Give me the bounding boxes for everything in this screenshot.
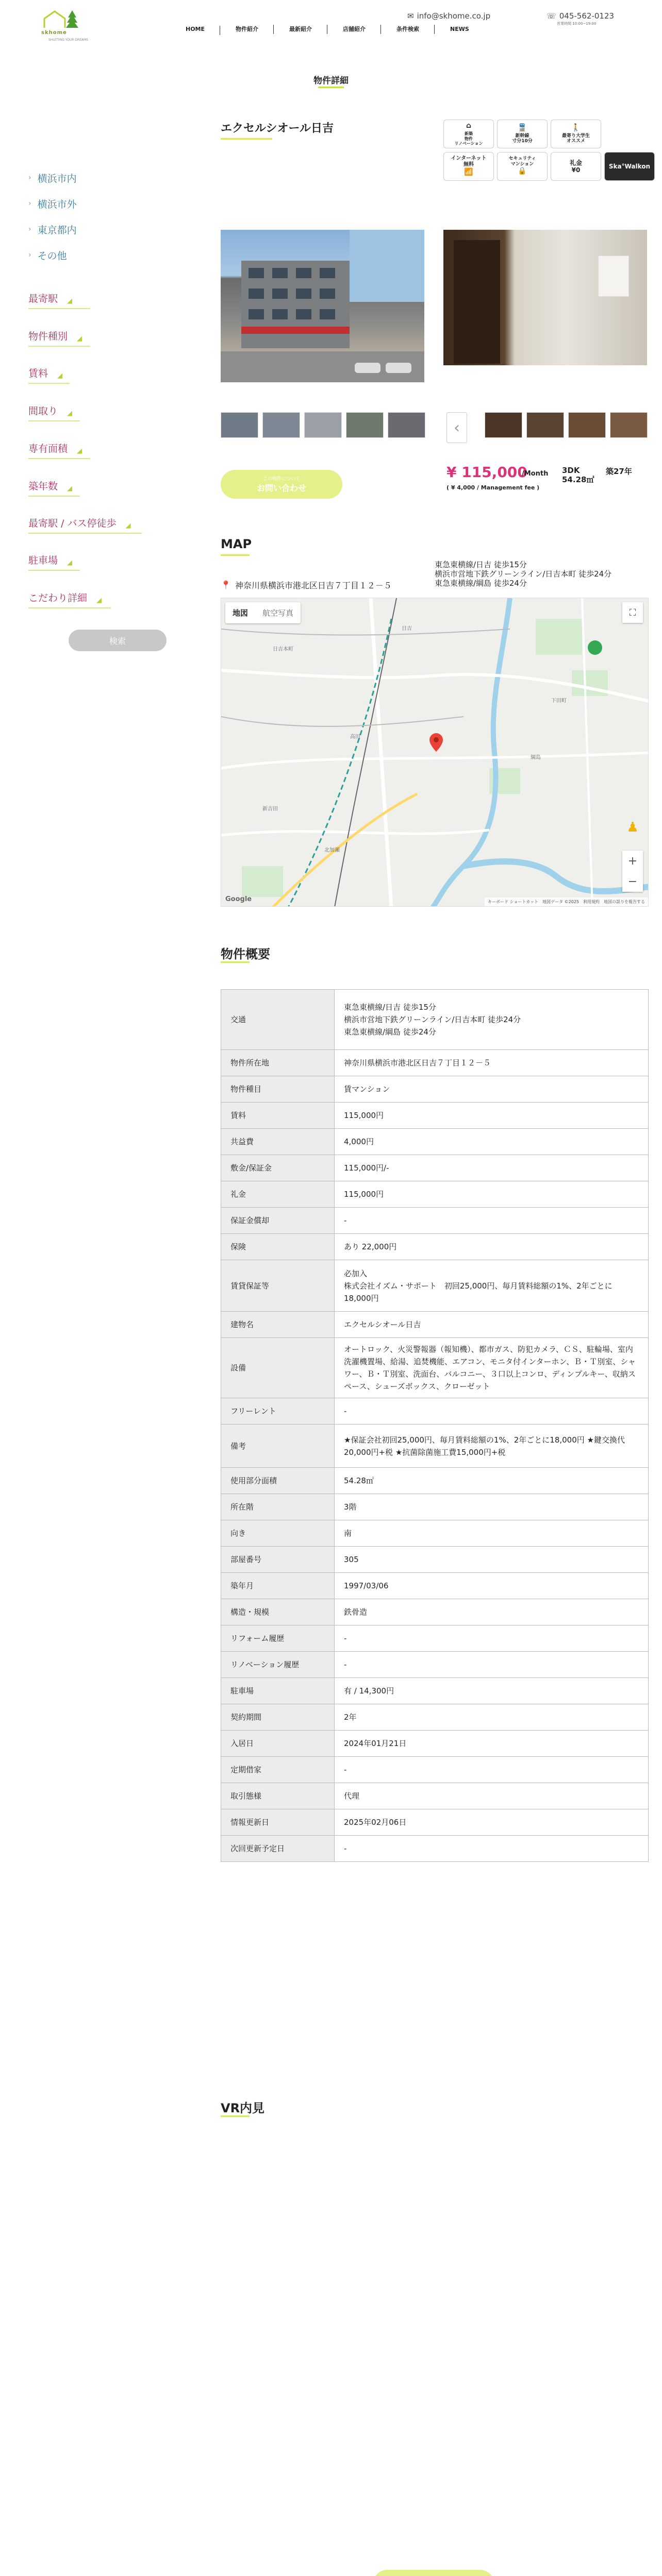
spec-value: オートロック、火災警報器（報知機）、都市ガス、防犯カメラ、ＣＳ、駐輪場、室内洗濯機置場、給湯、追焚機能、エアコン、モニタ付インターホン、Ｂ・Ｔ別室、シャワー、Ｂ・Ｔ別室、洗面台、バルコニー、３口以上コンロ、ディンプルキー、収納スペース、シューズボックス、クローゼット (335, 1338, 649, 1398)
spec-value: ★保証会社初回25,000円、毎月賃料総額の1%、2年ごとに18,000円 ★鍵交換代20,000円+税 ★抗菌除菌施工費15,000円+税 (335, 1425, 649, 1468)
address-text: 神奈川県横浜市港北区日吉７丁目１２－５ (235, 581, 392, 590)
photo-window (272, 309, 288, 319)
map-label: 下田町 (551, 698, 567, 704)
nav-news[interactable]: NEWS (450, 25, 469, 32)
photo-wall-panel (598, 256, 629, 297)
spec-row (221, 1181, 649, 1208)
spec-value: - (335, 1836, 649, 1862)
feature-label: セキュリティ マンション (508, 156, 536, 167)
spec-key: 礼金 (221, 1181, 335, 1208)
spec-key: 次回更新予定日 (221, 1836, 335, 1862)
business-hours: 営業時間 10:00~19:00 (557, 22, 597, 26)
chevron-down-icon: ◢ (125, 522, 131, 530)
spec-row (221, 1520, 649, 1547)
property-spec-table (221, 989, 649, 1862)
thumbnail[interactable] (221, 412, 258, 438)
vr-section-title: VR内見 (221, 2101, 265, 2115)
area-label: 横浜市内 (37, 173, 77, 184)
spec-row (221, 1050, 649, 1076)
spec-value: 賃マンション (335, 1076, 649, 1103)
filter-underline (28, 533, 142, 534)
spec-key: リノベーション履歴 (221, 1652, 335, 1678)
email-text: info@skhome.co.jp (417, 11, 491, 21)
spec-key: リフォーム履歴 (221, 1625, 335, 1652)
map-label: 綱島 (531, 755, 541, 760)
map-section-title: MAP (221, 537, 252, 551)
feature-label: Ska°Walkon (608, 162, 651, 170)
spec-key: フリーレント (221, 1398, 335, 1425)
overview-section-title: 物件概要 (221, 947, 270, 961)
spec-value: 305 (335, 1547, 649, 1573)
filter-area[interactable] (28, 441, 82, 455)
chevron-down-icon: ◢ (67, 485, 73, 493)
feature-label: 新築 物件 リノベーション (454, 131, 483, 146)
filter-underline (28, 496, 80, 497)
map-section-underline (221, 554, 250, 556)
main-property-photo[interactable] (221, 230, 424, 382)
photo-window (320, 289, 335, 299)
map-attribution[interactable]: キーボード ショートカット 地図データ ©2025 利用規約 地図の誤りを報告する (485, 897, 648, 906)
feature-label: 最寄り大学生 オススメ (561, 133, 590, 144)
phone-icon: ☏ (547, 11, 556, 21)
spec-row (221, 1547, 649, 1573)
spec-row (221, 1678, 649, 1704)
spec-key: 賃料 (221, 1103, 335, 1129)
spec-value: 115,000円 (335, 1103, 649, 1129)
spec-row (221, 1103, 649, 1129)
spec-row (221, 1731, 649, 1757)
filter-label: 築年数 (28, 481, 58, 492)
header-email[interactable] (407, 11, 490, 21)
chevron-down-icon: ◢ (57, 372, 63, 380)
contact-button-label: お問い合わせ (256, 483, 306, 493)
fullscreen-icon[interactable]: ⛶ (622, 602, 643, 623)
filter-label: 物件種別 (28, 331, 68, 342)
spec-key: 契約期間 (221, 1704, 335, 1731)
management-fee: ( ¥ 4,000 / Management fee ) (446, 484, 540, 491)
page-title-underline (318, 87, 344, 88)
thumbnail-strip-left (221, 412, 425, 438)
filter-type[interactable] (28, 329, 82, 343)
spec-key: 備考 (221, 1425, 335, 1468)
filter-rent[interactable] (28, 366, 62, 380)
chevron-down-icon: ◢ (96, 597, 102, 604)
site-header (0, 0, 662, 46)
filter-details[interactable] (28, 590, 102, 604)
property-name-underline (221, 138, 272, 140)
thumbnail[interactable] (526, 412, 564, 438)
thumbnail[interactable] (304, 412, 342, 438)
spec-value: 2025年02月06日 (335, 1809, 649, 1836)
property-address (221, 579, 392, 591)
spec-row (221, 1809, 649, 1836)
area-label: 東京都内 (37, 224, 77, 236)
photo-storefront (241, 327, 350, 334)
header-phone[interactable] (547, 11, 614, 21)
chevron-right-icon: › (28, 251, 31, 259)
map-label: 日吉 (402, 626, 412, 632)
area-link-yokohama-out[interactable] (28, 191, 178, 216)
spec-key: 物件所在地 (221, 1050, 335, 1076)
spec-key: 情報更新日 (221, 1809, 335, 1836)
lock-icon: 🔒 (518, 167, 527, 176)
feature-badge-security (497, 152, 548, 181)
chevron-right-icon: › (28, 174, 31, 182)
google-map[interactable] (221, 598, 649, 907)
spec-row (221, 1312, 649, 1338)
spec-row (221, 1468, 649, 1494)
property-name: エクセルシオール日吉 (221, 122, 334, 135)
spec-table-body (221, 990, 649, 1862)
spec-value: 南 (335, 1520, 649, 1547)
thumbnail[interactable] (262, 412, 300, 438)
feature-badge-student (551, 120, 601, 148)
spec-row (221, 1208, 649, 1234)
spec-row (221, 1155, 649, 1181)
sidebar (28, 165, 178, 268)
floor-area: 54.28㎡ (562, 475, 594, 484)
spec-value: - (335, 1652, 649, 1678)
feature-badges-row-2 (443, 152, 655, 181)
spec-value: 有 / 14,300円 (335, 1678, 649, 1704)
spec-key: 入居日 (221, 1731, 335, 1757)
nav-latest[interactable]: 最新紹介 (274, 25, 327, 33)
spec-row (221, 1338, 649, 1398)
access-line: 横浜市営地下鉄グリーンライン/日吉本町 徒歩24分 (435, 569, 612, 579)
spec-value: 代理 (335, 1783, 649, 1809)
chevron-left-icon: ‹ (454, 418, 460, 437)
photo-car (355, 363, 380, 373)
thumbnail-strip-right (485, 412, 648, 438)
spec-row (221, 1652, 649, 1678)
spec-key: 取引態様 (221, 1783, 335, 1809)
photo-window (249, 289, 264, 299)
train-icon: 🚆 (518, 123, 527, 132)
chevron-right-icon: › (28, 225, 31, 233)
area-link-yokohama-in[interactable] (28, 165, 178, 191)
spec-row (221, 1757, 649, 1783)
photo-window (320, 268, 335, 278)
spec-key: 建物名 (221, 1312, 335, 1338)
spec-key: 向き (221, 1520, 335, 1547)
spec-value: 神奈川県横浜市港北区日吉７丁目１２－５ (335, 1050, 649, 1076)
photo-car (386, 363, 411, 373)
thumbnail[interactable] (485, 412, 522, 438)
map-marker-icon[interactable] (429, 733, 443, 752)
spec-key: 設備 (221, 1338, 335, 1398)
filter-underline (28, 308, 90, 309)
layout-area (562, 466, 594, 484)
vr-section-underline (221, 2115, 250, 2117)
layout-type: 3DK (562, 466, 580, 475)
filter-age[interactable] (28, 479, 72, 493)
spec-value: エクセルシオール日吉 (335, 1312, 649, 1338)
spec-key: 構造・規模 (221, 1599, 335, 1625)
photo-window (272, 268, 288, 278)
spec-row (221, 1783, 649, 1809)
spec-key: 賃貸保証等 (221, 1260, 335, 1312)
main-nav (170, 25, 485, 33)
building-age: 築27年 (606, 467, 632, 476)
photo-window (320, 309, 335, 319)
area-link-other[interactable] (28, 242, 178, 268)
feature-badge-train (497, 120, 548, 148)
photo-window (296, 289, 311, 299)
spec-value: 115,000円 (335, 1181, 649, 1208)
filter-label: 専有面積 (28, 443, 68, 454)
spec-value: 2024年01月21日 (335, 1731, 649, 1757)
chevron-down-icon: ◢ (67, 410, 73, 417)
nav-search[interactable]: 条件検索 (381, 25, 435, 33)
photo-window (296, 268, 311, 278)
nav-properties[interactable]: 物件紹介 (220, 25, 274, 33)
spec-key: 交通 (221, 990, 335, 1050)
filter-parking[interactable] (28, 553, 72, 567)
overview-section-underline (221, 961, 250, 963)
map-tab-satellite[interactable]: 航空写真 (262, 608, 294, 618)
spec-key: 敷金/保証金 (221, 1155, 335, 1181)
filter-label: 最寄駅 (28, 293, 58, 304)
filter-label: 賃料 (28, 368, 48, 379)
floating-contact-button[interactable] (373, 2570, 494, 2576)
walk-icon: 🚶 (571, 123, 581, 132)
thumbnail[interactable] (388, 412, 425, 438)
spec-value: 54.28㎡ (335, 1468, 649, 1494)
filter-underline (28, 420, 80, 421)
map-zoom-control (622, 851, 643, 892)
spec-value: 東急東横線/日吉 徒歩15分 横浜市営地下鉄グリーンライン/日吉本町 徒歩24分 東急東横線/綱島 徒歩24分 (335, 990, 649, 1050)
filter-underline (28, 383, 70, 384)
logo-text: skhome (41, 30, 67, 36)
spec-value: 鉄骨造 (335, 1599, 649, 1625)
spec-row (221, 1076, 649, 1103)
chevron-right-icon: › (28, 199, 31, 208)
site-logo[interactable] (41, 7, 93, 43)
map-type-tabs (225, 602, 301, 623)
phone-text: 045-562-0123 (559, 11, 615, 21)
filter-underline (28, 458, 90, 459)
zoom-in-icon[interactable]: + (627, 854, 638, 868)
spec-row (221, 1836, 649, 1862)
spec-row (221, 1425, 649, 1468)
spec-value: 3階 (335, 1494, 649, 1520)
filter-underline (28, 346, 90, 347)
photo-window (272, 289, 288, 299)
spec-row (221, 1260, 649, 1312)
spec-value: 4,000円 (335, 1129, 649, 1155)
contact-button-sub: この物件について (263, 477, 300, 482)
wifi-icon: 📶 (464, 167, 473, 176)
spec-row (221, 1234, 649, 1260)
spec-key: 保険 (221, 1234, 335, 1260)
gallery-prev-arrow[interactable] (446, 412, 467, 443)
spec-value: - (335, 1208, 649, 1234)
feature-label: 礼金 ¥0 (569, 159, 582, 174)
chevron-down-icon: ◢ (77, 447, 82, 455)
filter-station[interactable] (28, 291, 72, 305)
feature-badge-new (443, 120, 494, 148)
filter-underline (28, 570, 80, 571)
house-icon: ⌂ (466, 122, 472, 130)
nav-home[interactable]: HOME (170, 26, 220, 32)
filter-label: こだわり詳細 (28, 592, 88, 604)
spec-row (221, 1704, 649, 1731)
logo-house-icon (41, 7, 82, 31)
feature-badge-key-money (551, 152, 601, 181)
nav-stores[interactable]: 店舗紹介 (327, 25, 381, 33)
photo-building (241, 261, 350, 348)
spec-key: 保証金償却 (221, 1208, 335, 1234)
logo-subtext: SHUTTING YOUR DREAMS (48, 38, 88, 42)
chevron-down-icon: ◢ (77, 335, 82, 343)
spec-value: - (335, 1625, 649, 1652)
contact-button[interactable] (221, 470, 342, 499)
map-label: 北加瀬 (324, 848, 340, 853)
access-list (435, 560, 611, 588)
photo-window (249, 309, 264, 319)
thumbnail[interactable] (568, 412, 606, 438)
spec-key: 築年月 (221, 1573, 335, 1599)
spec-key: 使用部分面積 (221, 1468, 335, 1494)
photo-window (296, 309, 311, 319)
feature-badges-row-1 (443, 120, 601, 148)
feature-badge-internet (443, 152, 494, 181)
street-view-pegman-icon[interactable]: ♟ (626, 820, 639, 835)
thumbnail[interactable] (610, 412, 648, 438)
spec-row (221, 990, 649, 1050)
access-line: 東急東横線/日吉 徒歩15分 (435, 560, 527, 569)
spec-value: 1997/03/06 (335, 1573, 649, 1599)
photo-door (454, 240, 500, 364)
spec-key: 共益費 (221, 1129, 335, 1155)
spec-value: 必加入 株式会社イズム・サポート 初回25,000円、毎月賃料総額の1%、2年ごとに18,000円 (335, 1260, 649, 1312)
filter-walk[interactable] (28, 516, 130, 530)
spec-row (221, 1398, 649, 1425)
spec-value: 115,000円/- (335, 1155, 649, 1181)
spec-key: 定期借家 (221, 1757, 335, 1783)
google-logo: Google (225, 895, 252, 903)
access-line: 東急東横線/綱島 徒歩24分 (435, 579, 527, 588)
map-tab-map[interactable]: 地図 (233, 608, 249, 618)
filter-label: 駐車場 (28, 555, 58, 566)
thumbnail[interactable] (346, 412, 384, 438)
zoom-out-icon[interactable]: − (627, 875, 638, 888)
spec-value: 2年 (335, 1704, 649, 1731)
spec-row (221, 1573, 649, 1599)
feature-badge-brand (604, 152, 655, 181)
spec-row (221, 1129, 649, 1155)
chevron-down-icon: ◢ (67, 297, 73, 305)
rent-unit: /Month (522, 470, 549, 478)
photo-window (249, 268, 264, 278)
spec-row (221, 1494, 649, 1520)
spec-value: - (335, 1757, 649, 1783)
spec-key: 所在階 (221, 1494, 335, 1520)
spec-key: 部屋番号 (221, 1547, 335, 1573)
spec-key: 駐車場 (221, 1678, 335, 1704)
feature-label: 新幹線 寸分10分 (512, 133, 533, 144)
mail-icon: ✉ (407, 11, 414, 21)
filter-label: 最寄駅 / バス停徒歩 (28, 518, 117, 529)
filter-underline (28, 607, 111, 608)
map-label: 日吉本町 (273, 647, 293, 652)
area-link-tokyo[interactable] (28, 216, 178, 242)
spec-value: あり 22,000円 (335, 1234, 649, 1260)
feature-label: インターネット 無料 (451, 155, 487, 167)
area-label: 横浜市外 (37, 198, 77, 210)
photo-sky (350, 230, 424, 302)
chevron-down-icon: ◢ (67, 559, 73, 567)
spec-key: 物件種目 (221, 1076, 335, 1103)
search-button[interactable]: 検索 (69, 630, 167, 651)
spec-value: - (335, 1398, 649, 1425)
area-label: その他 (37, 250, 67, 262)
filter-layout[interactable] (28, 403, 72, 417)
page-title: 物件詳細 (313, 76, 349, 86)
map-label: 新吉田 (262, 806, 278, 812)
interior-photo[interactable] (443, 230, 647, 365)
filter-label: 間取り (28, 405, 58, 417)
rent-price: ¥ 115,000 (446, 464, 527, 481)
spec-row (221, 1625, 649, 1652)
spec-row (221, 1599, 649, 1625)
map-label: 高田 (350, 734, 360, 740)
map-pin-icon: 📍 (221, 580, 231, 590)
